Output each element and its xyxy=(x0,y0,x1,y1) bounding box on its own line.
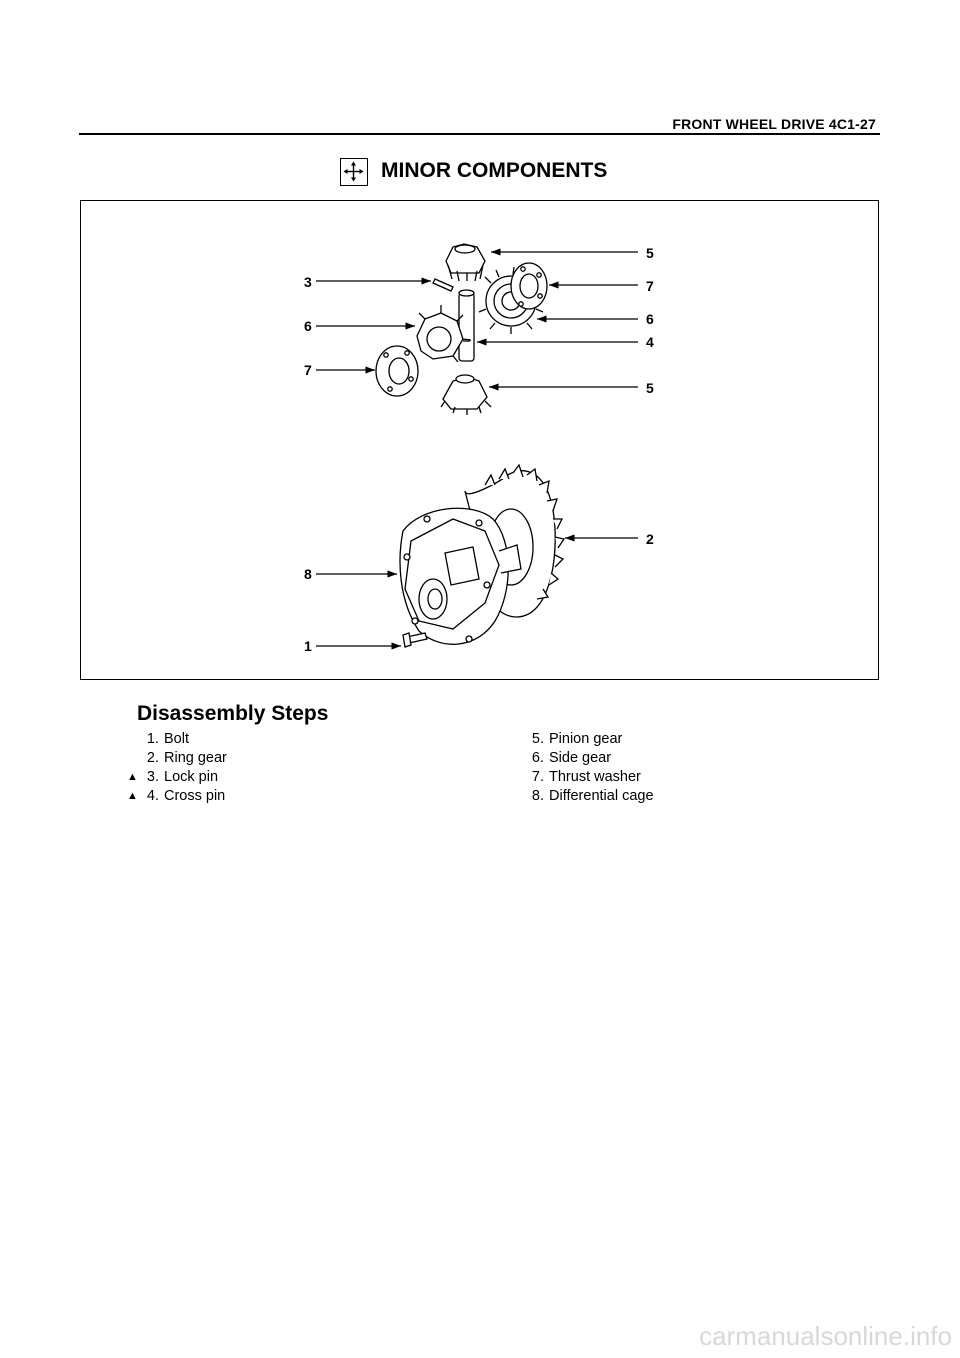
page-header-title: FRONT WHEEL DRIVE 4C1-27 xyxy=(672,116,876,132)
watermark: carmanualsonline.info xyxy=(699,1321,952,1351)
step-item xyxy=(522,749,654,768)
callout-label: 7 xyxy=(646,278,654,294)
differential-illustration xyxy=(81,201,878,679)
step-number: 8. xyxy=(531,788,544,804)
header-rule xyxy=(79,133,880,135)
callout-label: 7 xyxy=(304,362,312,378)
step-item xyxy=(522,730,654,749)
thrust-washer-right xyxy=(511,263,547,309)
step-label: Ring gear xyxy=(164,750,227,766)
callout-label: 4 xyxy=(646,334,654,350)
step-number: 1. xyxy=(146,731,159,747)
steps-column-right xyxy=(522,730,654,806)
callout-label: 6 xyxy=(646,311,654,327)
step-label: Bolt xyxy=(164,731,189,747)
step-label: Lock pin xyxy=(164,769,219,785)
step-label: Side gear xyxy=(549,750,612,766)
callout-label: 3 xyxy=(304,274,312,290)
section-title: MINOR COMPONENTS xyxy=(381,159,608,182)
step-label: Pinion gear xyxy=(549,731,623,747)
callout-label: 1 xyxy=(304,638,312,654)
step-number: 4. xyxy=(146,788,159,804)
cross-pin xyxy=(459,290,474,361)
step-label: Thrust washer xyxy=(549,769,641,785)
callout-label: 8 xyxy=(304,566,312,582)
callout-label: 5 xyxy=(646,380,654,396)
step-item xyxy=(127,787,227,806)
pinion-gear-top xyxy=(446,244,485,281)
steps-column-left xyxy=(127,730,227,806)
step-number: 2. xyxy=(146,750,159,766)
step-number: 3. xyxy=(146,769,159,785)
step-number: 6. xyxy=(531,750,544,766)
callout-label: 2 xyxy=(646,531,654,547)
disassembly-arrows-icon xyxy=(340,158,368,186)
step-item xyxy=(522,787,654,806)
step-number: 7. xyxy=(531,769,544,785)
step-item xyxy=(127,768,227,787)
bolt xyxy=(403,633,427,647)
callout-label: 6 xyxy=(304,318,312,334)
step-number: 5. xyxy=(531,731,544,747)
step-item xyxy=(522,768,654,787)
callout-label: 5 xyxy=(646,245,654,261)
caution-triangle-icon: ▲ xyxy=(127,771,138,783)
exploded-view-figure xyxy=(80,200,879,680)
step-item xyxy=(137,730,227,749)
steps-heading: Disassembly Steps xyxy=(137,702,329,725)
lock-pin xyxy=(433,279,453,291)
caution-triangle-icon: ▲ xyxy=(127,790,138,802)
step-label: Differential cage xyxy=(549,788,654,804)
step-item xyxy=(137,749,227,768)
step-label: Cross pin xyxy=(164,788,226,804)
thrust-washer-left xyxy=(376,346,418,396)
pinion-gear-bottom xyxy=(441,375,491,415)
